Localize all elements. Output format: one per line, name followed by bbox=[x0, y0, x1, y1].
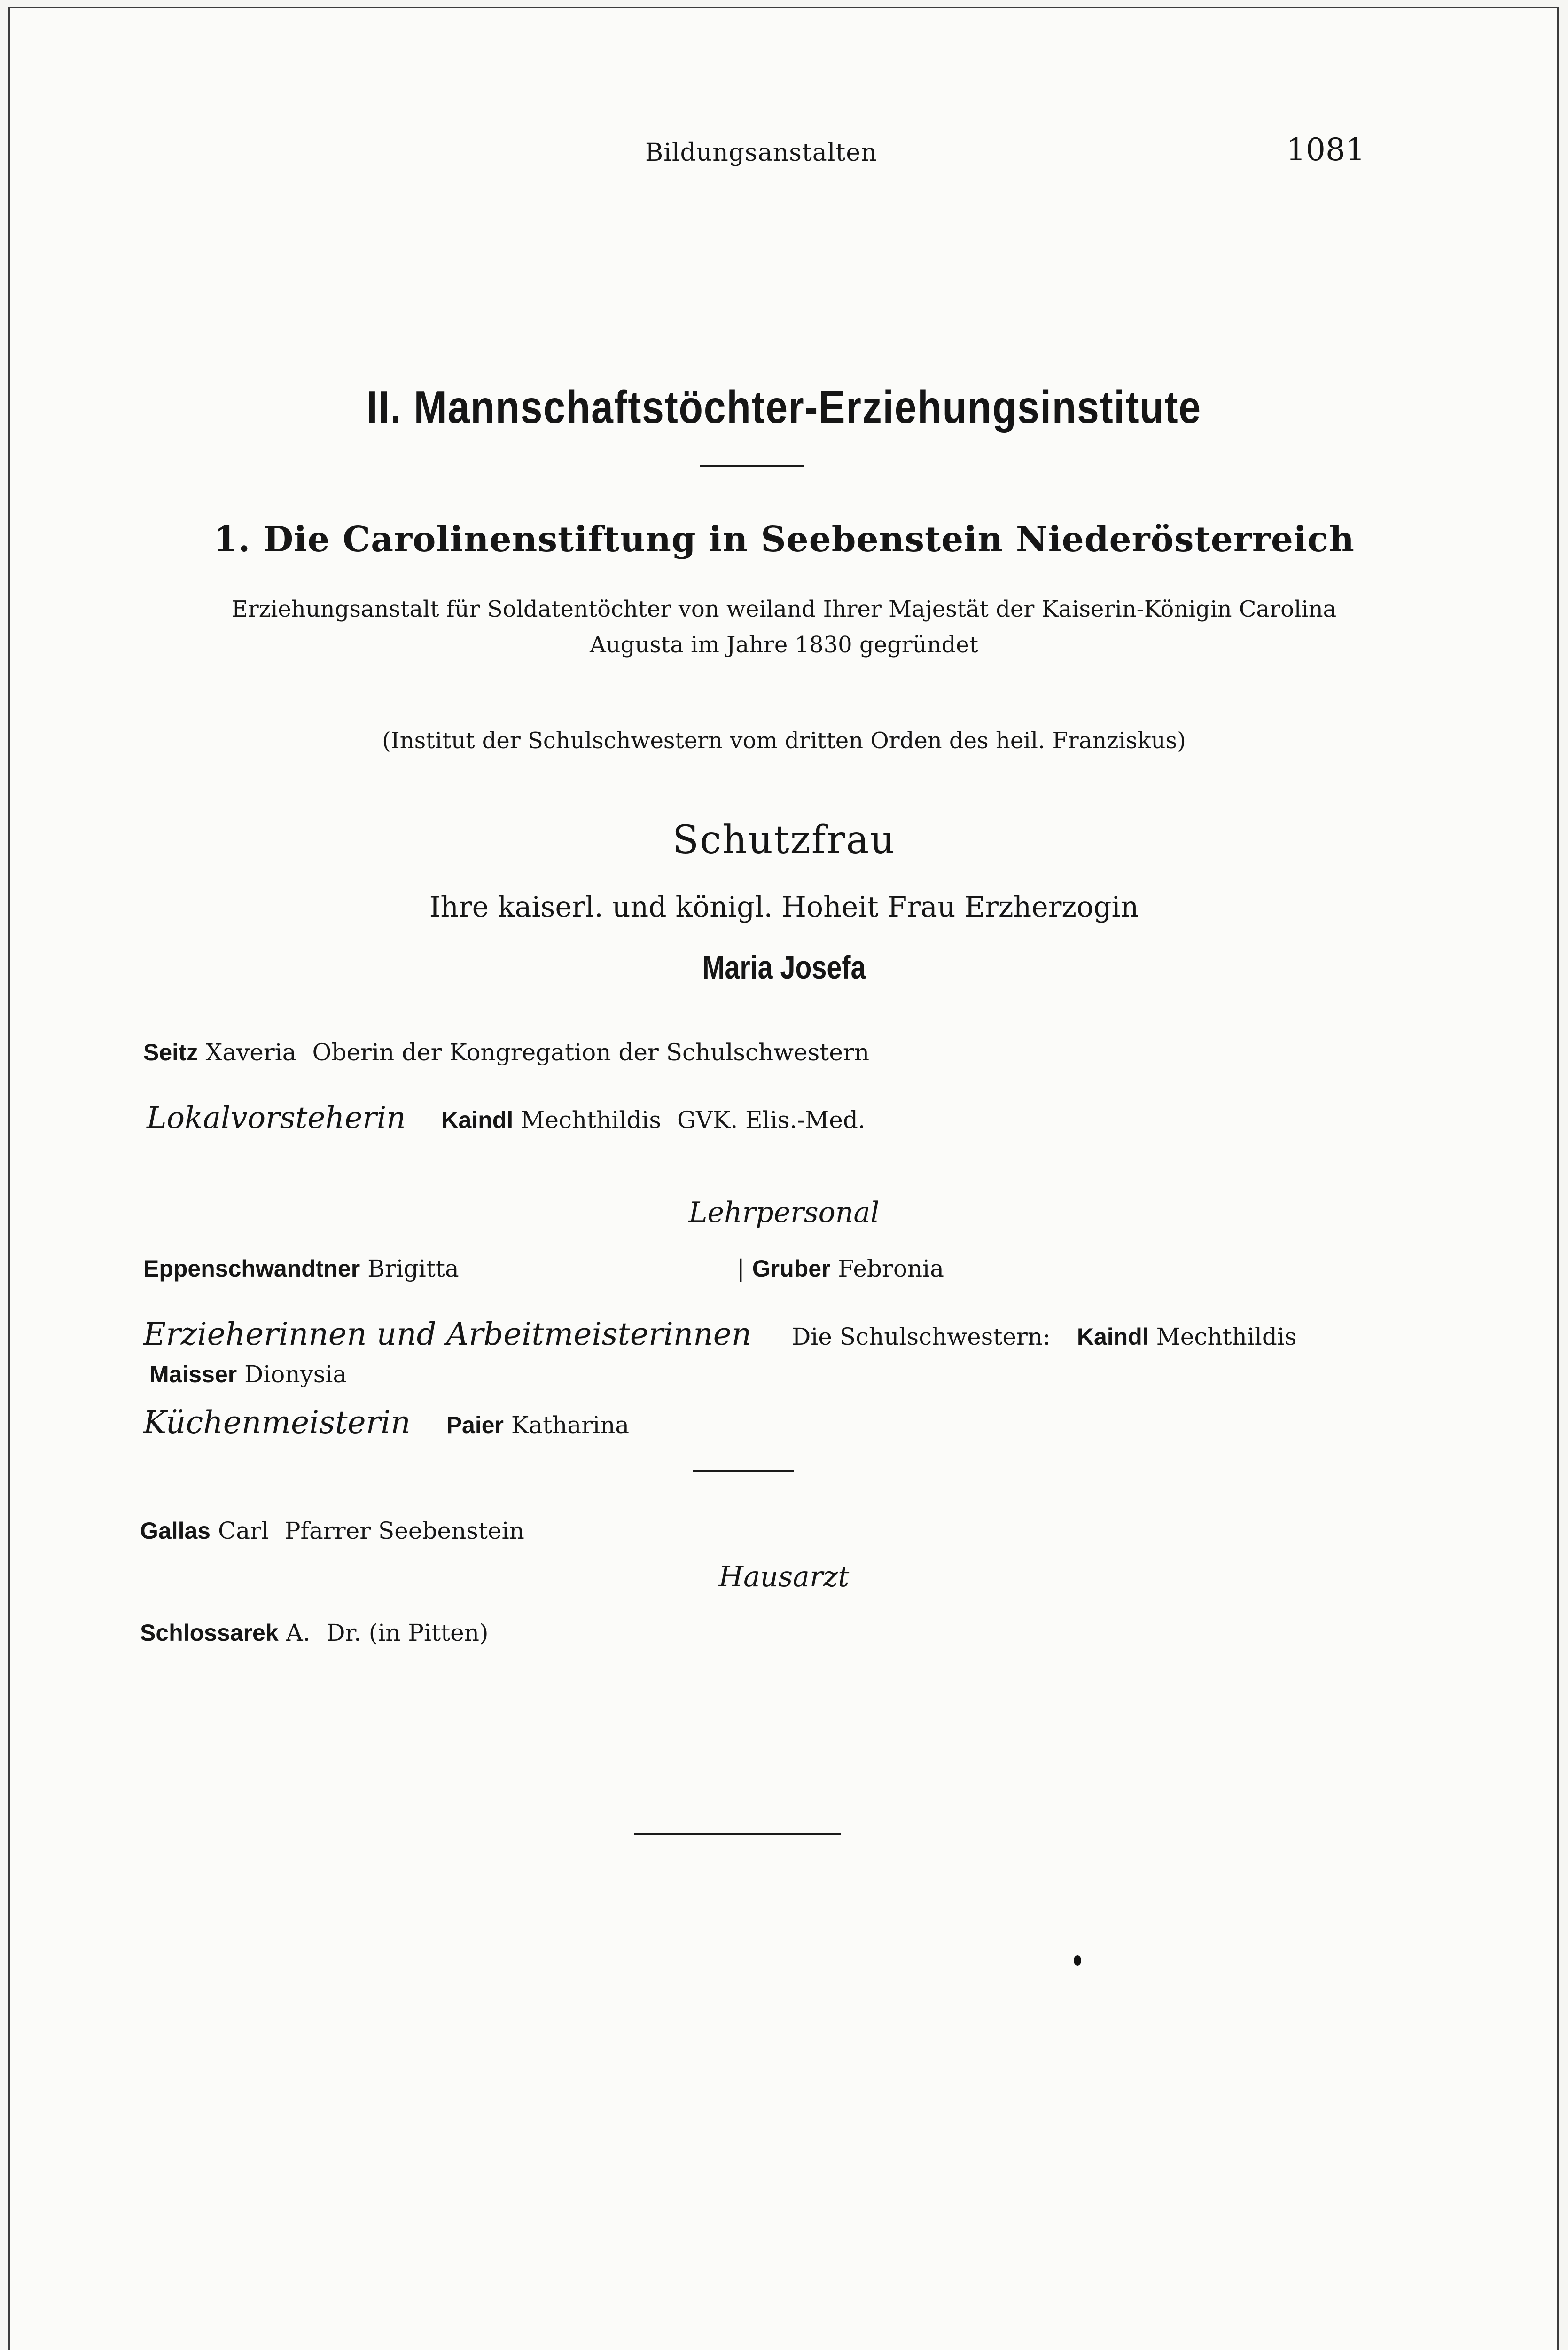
superior-role: Oberin der Kongregation der Schulschwestern bbox=[312, 1039, 870, 1066]
local-head-details: GVK. Elis.-Med. bbox=[677, 1106, 866, 1134]
superior-entry bbox=[143, 1039, 869, 1066]
kitchen-surname: Paier bbox=[446, 1412, 504, 1438]
doctor-entry bbox=[140, 1619, 488, 1646]
patron-name: Maria Josefa bbox=[702, 949, 866, 986]
priest-surname: Gallas bbox=[140, 1518, 211, 1544]
teacher2-surname: Gruber bbox=[752, 1255, 831, 1282]
educator1-given: Mechthildis bbox=[1156, 1323, 1297, 1350]
educators-label: Erzieherinnen und Arbeitmeisterinnen bbox=[143, 1316, 752, 1352]
document-page bbox=[8, 7, 1559, 2350]
local-head-label: Lokalvorsteherin bbox=[147, 1101, 406, 1136]
superior-given: Xaveria bbox=[205, 1039, 296, 1066]
order-note: (Institut der Schulschwestern vom dritten Orden des heil. Franziskus) bbox=[382, 728, 1186, 754]
kitchen-entry bbox=[143, 1404, 629, 1441]
educator1-surname: Kaindl bbox=[1077, 1324, 1149, 1350]
doctor-given: A. bbox=[286, 1619, 311, 1646]
doctor-surname: Schlossarek bbox=[140, 1620, 279, 1646]
doctor-role: Dr. (in Pitten) bbox=[326, 1619, 489, 1646]
section-title: II. Mannschaftstöchter-Erziehungsinstitute bbox=[367, 381, 1201, 433]
superior-surname: Seitz bbox=[143, 1039, 198, 1065]
end-rule bbox=[634, 1833, 841, 1835]
ink-speck bbox=[1074, 1955, 1081, 1966]
teacher2-given: Febronia bbox=[838, 1255, 944, 1282]
institution-subtitle-line2: Augusta im Jahre 1830 gegründet bbox=[590, 632, 978, 658]
patron-text: Ihre kaiserl. und königl. Hoheit Frau Erzherzogin bbox=[429, 891, 1139, 924]
teacher1-surname: Eppenschwandtner bbox=[143, 1255, 360, 1282]
local-head-given: Mechthildis bbox=[521, 1106, 662, 1134]
kitchen-given: Katharina bbox=[511, 1411, 630, 1439]
patron-heading: Schutzfrau bbox=[672, 818, 896, 862]
priest-entry bbox=[140, 1517, 524, 1544]
educator-entry-2 bbox=[149, 1361, 347, 1388]
institution-title: 1. Die Carolinenstiftung in Seebenstein Niederösterreich bbox=[213, 519, 1355, 560]
priest-given: Carl bbox=[218, 1517, 269, 1544]
educators-intro: Die Schulschwestern: bbox=[792, 1323, 1051, 1350]
doctor-heading: Hausarzt bbox=[718, 1560, 850, 1593]
section-divider bbox=[700, 465, 804, 467]
teaching-heading: Lehrpersonal bbox=[688, 1196, 880, 1229]
page-number: 1081 bbox=[1286, 132, 1365, 168]
local-head-entry bbox=[147, 1101, 866, 1136]
teacher-entry-1 bbox=[143, 1255, 459, 1282]
educator2-surname: Maisser bbox=[149, 1361, 237, 1387]
staff-divider bbox=[693, 1470, 794, 1472]
priest-role: Pfarrer Seebenstein bbox=[284, 1517, 524, 1544]
running-head: Bildungsanstalten bbox=[645, 139, 877, 167]
column-divider: | bbox=[737, 1255, 745, 1282]
teacher1-given: Brigitta bbox=[367, 1255, 459, 1282]
educator2-given: Dionysia bbox=[244, 1361, 347, 1388]
local-head-surname: Kaindl bbox=[441, 1107, 514, 1133]
teacher-entry-2 bbox=[737, 1255, 944, 1282]
institution-subtitle-line1: Erziehungsanstalt für Soldatentöchter von weiland Ihrer Majestät der Kaiserin-Königin Carolina bbox=[231, 596, 1337, 622]
educators-entry bbox=[143, 1316, 1297, 1352]
kitchen-label: Küchenmeisterin bbox=[143, 1404, 411, 1441]
